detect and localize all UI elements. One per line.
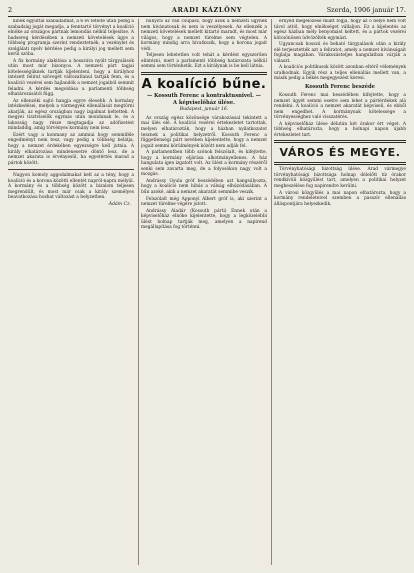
article-paragraph: A fix kormány alakitása a hosszúra nyúlt tárgyalások után most már bizonyos. A nemzeti párt tagjai kötelességüknek tartják kijelenteni, hogy a királyhoz intézett felirat szövegét változatlanul tartják fenn, és a koalíció vezérei sem hajlandók a nemzet jogaiból semmit feladni. A kérdés megoldása a parlamenti többség elhatározásától függ. [8,58,134,98]
column-divider [138,19,139,565]
column-2 [141,19,267,567]
section-title: VÁROS ÉS MEGYE. [279,146,401,160]
author-signature: Ádám Cz. [108,201,131,207]
article-paragraph: A képviselőház ülése délután két órakor ért véget. A többség elhatározta, hogy a holnapi napon újabb értekezletet tart. [274,121,406,138]
double-rule [274,140,406,143]
article-paragraph: Ezért vagy a konmany az ammiui hogy semmiféle engedményt nem tesz, vagy pedig a többség belátja, hogy a nemzet érdekében egyezségre kell jutnia. A király elhatározása mindenesetre döntő lesz, de a nemzet akarata is érvényesül, ha egyetértés marad a pártok között. [8,132,134,166]
article-paragraph: Andrássy Aladár (Kossuth párti) Ennek után a képviselőház elnöke kijelentette, hogy a legközelebbi ülést holnap tartják meg, amelyen a napirend megállapítása fog történni. [141,208,267,231]
article-heading [141,77,267,113]
article-paragraph: Teljesen lehetetlen volt tehát a kérdést egyszerűen elintézni, mert a parlamenti többség határozata nélkül semmi sem történhetik. Ezt a királynak is be kell látnia. [141,53,267,70]
article-paragraph: A városi közgyűlés a mai napon elhatározta, hogy a kormány rendeleteivel szemben a passzív ellenállás álláspontjára helyezkedik. [274,190,406,207]
article-subtitle: — Kossuth Ferenc a kontraktusnivel. — [147,92,261,99]
page-number: 2 [8,6,13,14]
article-paragraph: A koalíciós politikusok között azonban eltérő vélemények uralkodnak. Egyik rész a teljes ellenállás mellett van, a másik pedig a békés megegyezést keresi. [274,65,406,82]
double-rule [141,72,267,75]
dateline: Budapest, január 16. [179,106,229,112]
article-paragraph: ernyed megelőzése miatt fogja, hogy az ő helye nem volt távol attól, hogy elnökséget vállaljon. Ez a kijelentés az egész házban mély benyomást keltett, és a pártok vezérei kölcsönösen üdvözölték egymást. [274,19,406,41]
column-divider [271,19,272,565]
article-paragraph: kinek egyúttal szabadalmat, a 6 év letelte után pedig a szabadság jogát megadja, a fenntartó törvényt a koalíció elnöke az országos pártnak lemondás nélkül teljesítse. A hadsereg kérdésében a nemzeti követelések ügye a többség programja szerint rendeztetnék, a vezénylet és szolgálati nyelv kérdése pedig a királyi jog mellett sem kerül szóba. [8,19,134,58]
article-paragraph: Felszólalt még Apponyi Albert gróf is, aki szerint a nemzet türelme végére jutott. [141,196,267,208]
article-paragraph: Az ellenzéki sajtó hangja egyre élesebb. A kormány intézkedései, melyek a vármegyék ellenállását megtörni akarják, az egész országban nagy izgalmat keltettek. A megyei tisztviselők egymás után mondanak le, és a lakosság nagy része megtagadja az adófizetést mindaddig, amíg törvényes kormány nem lesz. [8,98,134,132]
article-paragraph: Az ország egész közönsége várakozással tekintett a mai ülés elé. A koalíció vezérei értekezletet tartottak, melyen elhatározták, hogy a házban nyilatkozatot tesznek a politikai helyzetről. Kossuth Ferenc a függetlenségi párt nevében kijelentette, hogy a nemzet jogait semmi körülmények között nem adják fel. [141,115,267,149]
column-1 [8,19,134,567]
article-paragraph: Andrássy Gyula gróf beszédében azt hangsúlyozta, hogy a koalíció nem hibás a válság elhúzódásában. A bűn azoké, akik a nemzet akaratát semmibe veszik. [141,178,267,196]
header-rule [8,16,406,17]
article-paragraph: Ugyancsak hosszú és beható tárgyalások után a király elé terjesztették azt a feliratot, amely a nemzet kívánságait foglalja magában. Várakozásteljes hangulatban várják a választ. [274,42,406,64]
article-subtitle-2: A képviselőház ülése. [173,99,235,106]
article-paragraph: A parlamentben több szónok felszólalt, és kifejtette, hogy a kormány eljárása alkotmányellenes. A ház hangulata igen izgatott volt. Az ülést a kormány részéről senki sem zavarta meg, de a folyosókon nagy volt a mozgás. [141,150,267,178]
article-paragraph: nunyira az van csupasz, hogy azok a nemzeti ügynek nem kivánatosak és nem is veszélyesek. Az ellenzék a nemzeti követelések mellett kitartó maradt, és most már világos, hogy a nemzet türelme sem végtelen. A kormány mindig arra hivatkozik, hogy a korona jogait védi. [141,19,267,52]
paper-name: ARADI KÁZLÖNY [171,6,243,14]
column-3 [274,19,406,567]
subheading: Kossuth Ferenc beszéde [305,84,375,91]
separator [8,169,134,170]
article-paragraph: Törvényhatósági bizottság ülése. Arad vármegye törvényhatósági bizottsága holnap délelőtt tíz órakor rendkívüli közgyűlést tart, amelyen a politikai helyzet megbeszélése fog napirendre kerülni. [274,167,406,190]
page-header [8,4,406,16]
article-title: A koalíció bűne. [141,76,267,92]
double-rule [274,162,406,165]
article-paragraph: Nagyon komoly aggodalmakat kelt az a tény, hogy a koalíció és a korona közötti ellentét napról-napra mélyül. A kormány és a többség között a bizalom teljesen megrendült, és most már csak a király személyes beavatkozása hozhat változást a helyzetben. [8,173,134,201]
article-paragraph: Kossuth Ferenc mai beszédében kifejtette, hogy a nemzet ügyét semmi esetre sem lehet a pártérdekek alá rendelni. A koalíció a nemzet akaratát képviseli, és ebből nem engedhet. A kormánynak kötelessége a törvényességhez való visszatérés. [274,93,406,121]
issue-date: Szerda, 1906 január 17. [326,6,406,14]
